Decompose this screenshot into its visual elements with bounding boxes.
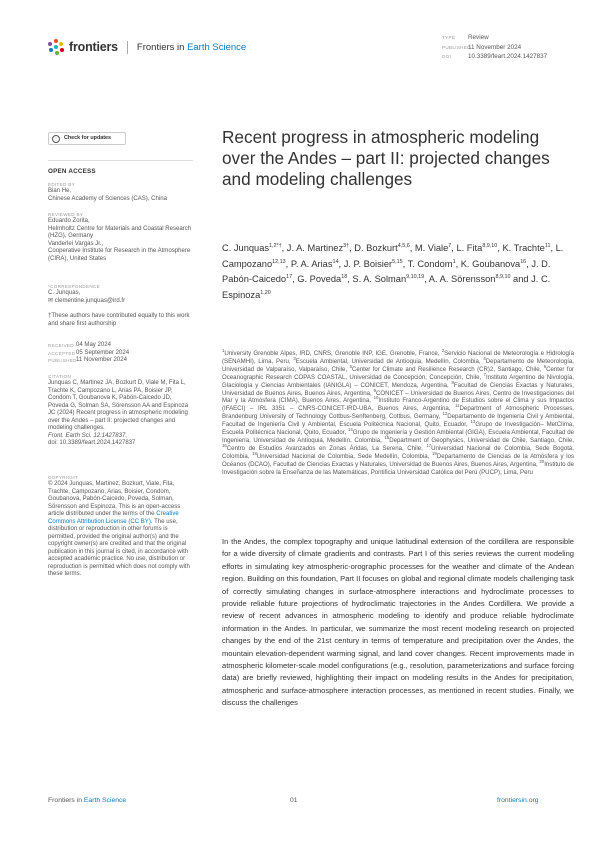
author-separator: , — [526, 258, 532, 269]
affiliation-number: 5 — [349, 363, 352, 369]
author-name[interactable]: S. A. Solman — [352, 274, 407, 284]
author-list — [222, 241, 572, 303]
author-affiliation-ref: 12,13 — [272, 258, 286, 265]
citation-block: CITATION Junquas C, Martinez JA, Bozkurt D, Viale M, Fita L, Trachte K, Campozano L, Arias PA, Boisier JP, Condom T, Goubanova K, Pabón-Caicedo JD, Poveda G, Solman SA, Sörensson AA and Espinoza JC (2024) Recent progress in atmospheric modeling over the Andes – part II: projected changes and modeling challenges. Front. Earth Sci. 12:1427837. doi: 10.3389/feart.2024.1427837 — [48, 373, 193, 448]
affiliation-number: 9 — [373, 387, 376, 393]
affiliation-text: Grupo de Ingeniería y Gestión Ambiental (GIGA), Escuela Ambiental, Facultad de Ingeniería, Universidad de Antioquia, Medellín, Colombia, — [222, 429, 574, 444]
affiliation-number: 12 — [442, 411, 448, 417]
affiliation-text: Departamento de Meteorología, Universidad de Valparaíso, Valparaíso, Chile, — [222, 357, 574, 373]
author-name[interactable]: T. Condom — [407, 258, 453, 269]
author-affiliation-ref: 7 — [448, 242, 452, 249]
logo-dot — [49, 48, 53, 52]
author-affiliation-ref: 3† — [343, 242, 350, 249]
footer-journal: Frontiers in Earth Science — [48, 797, 127, 804]
doi-link[interactable]: 10.3389/feart.2024.1427837 — [468, 53, 548, 61]
author-separator: , — [455, 258, 461, 269]
abstract: In the Andes, the complex topography and unique latitudinal extension of the cordillera are responsible for a wide diversity of climate gradients and contrasts. Part I of this series reviews the current modeling efforts in simulating key atmospheric-orographic processes for the weather and climate of the Andean region. Building on this foundation, Part II focuses on global and regional climate models challenging task of correctly simulating changes in surface-atmosphere interactions and hydroclimate processes to provide reliable future projections of hydroclimatic trajectories in the Andes Cordillera. We provide a review of recent advances in atmospheric modeling to identify and produce reliable hydroclimate information in the Andes. In particular, we summarize the most recent modeling research on projected changes by the end of the 21st century in terms of temperature and precipitation over the Andes, the mountain elevation-dependent warming signal, and land cover changes. Recent improvements made in atmospheric kilometer-scale model configurations (e.g., resolution, parameterizations and surface forcing data) are briefly reviewed, highlighting their impact on modeling results in the Andes for precipitation, atmospheric and surface-atmosphere interaction processes, as mentioned in recent studies. Finally, we discuss the challenges — [222, 537, 574, 708]
affiliation-text: Servicio Nacional de Meteorología e Hidrología (SENAMHI), Lima, Peru, — [222, 350, 574, 365]
meta-published: PUBLISHED 11 November 2024 — [442, 43, 522, 51]
equal-contribution-note: †These authors have contributed equally to this work and share first authorship — [48, 313, 190, 327]
author-affiliation-ref: 4,5,6 — [397, 242, 410, 249]
affiliation-number: 8 — [451, 379, 454, 385]
affiliation-number: 17 — [426, 442, 432, 448]
logo-divider — [127, 41, 128, 54]
logo-dot — [54, 45, 58, 49]
affiliation-text: Departamento de Ciencias de la Atmósfera y los Océanos (DCAO), Facultad de Ciencias Exactas y Naturales, Universidad de Buenos Aires, Buenos Aires, Argentina, — [222, 452, 575, 468]
author-name[interactable]: P. A. Arias — [290, 258, 333, 269]
author-separator: , — [409, 243, 415, 253]
affiliation-number: 19 — [432, 450, 437, 456]
cc-by-license-link[interactable]: Creative Commons Attribution License (CC BY) — [48, 511, 179, 525]
author-affiliation-ref: 14 — [332, 258, 339, 265]
affiliation-number: 13 — [470, 419, 476, 425]
author-name[interactable]: K. Trachte — [502, 243, 545, 253]
affiliation-number: 14 — [348, 427, 353, 433]
author-name[interactable]: C. Junquas — [222, 243, 270, 253]
author-separator: , — [424, 274, 429, 284]
affiliation-text: University Grenoble Alpes, IRD, CNRS, Grenoble INP, IGE, Grenoble, France, — [224, 350, 442, 357]
refresh-icon — [52, 135, 60, 143]
author-name[interactable]: L. Campozano — [222, 243, 564, 269]
edited-by-block: EDITED BY Bian He, Chinese Academy of Sciences (CAS), China — [48, 182, 167, 202]
author-affiliation-ref: 9,10,19 — [406, 273, 425, 280]
affiliation-number: 11 — [455, 403, 460, 409]
author-separator: , — [338, 258, 344, 269]
affiliation-text: Centro de Estudios Avanzados en Zonas Áridas, La Serena, Chile, — [226, 444, 427, 452]
meta-type: TYPE Review — [442, 34, 489, 41]
article-meta — [442, 33, 547, 62]
author-separator: , — [550, 243, 556, 253]
affiliation-text: Instituto Franco-Argentino de Estudios sobre el Clima y sus Impactos (IFAECI) – IRL 3351 – CNRS-CONICET-IRD-UBA, Buenos Aires, Argentina, — [222, 397, 574, 413]
author-affiliation-ref: 1 — [452, 258, 456, 265]
author-name[interactable]: K. Goubanova — [460, 258, 521, 269]
correspondence-email[interactable]: ✉ clementine.junquas@ird.fr — [48, 297, 126, 304]
author-affiliation-ref: 16 — [520, 258, 527, 265]
affiliation-number: 2 — [441, 347, 445, 353]
affiliation-text: CONICET – Universidad de Buenos Aires, Centro de Investigaciones del Mar y la Atmósfera (CIMA), Buenos Aires, Argentina, — [222, 389, 574, 405]
affiliation-number: 15 — [384, 434, 390, 440]
meta-doi: DOI 10.3389/feart.2024.1427837 — [442, 53, 548, 61]
affiliation-number: 20 — [539, 458, 545, 464]
author-name[interactable]: J. C. Espinoza — [222, 274, 551, 300]
affiliation-number: 6 — [543, 363, 547, 369]
author-affiliation-ref: 8,9,10 — [482, 242, 498, 249]
author-affiliation-ref: 8,9,10 — [495, 273, 511, 280]
article-title: Recent progress in atmospheric modeling over the Andes – part II: projected changes and modeling challenges — [222, 127, 550, 189]
author-name[interactable]: A. A. Sörensson — [428, 274, 496, 284]
affiliation-text: Instituto de Investigación sobre la Enseñanza de las Matemáticas, Pontificia Universidad Católica del Perú (PUCP), Lima, Peru — [222, 460, 575, 476]
author-separator: , — [402, 258, 408, 269]
logo-wordmark: frontiers — [69, 40, 118, 54]
affiliation-number: 4 — [483, 355, 486, 361]
logo-dot — [59, 42, 63, 46]
dates-block: RECEIVED 04 May 2024 ACCEPTED 05 September 2024 PUBLISHED 11 November 2024 — [48, 342, 130, 363]
copyright-block: COPYRIGHT © 2024 Junquas, Martinez, Bozkurt, Viale, Fita, Trachte, Campozano, Arias, Boisier, Condom, Goubanova, Pabón-Caicedo, Poveda, Solman, Sörensson and Espinoza. This is an open-access article distributed under the terms of the Creative Commons Attribution License (CC BY). The use, distribution or reproduction in other forums is permitted, provided the original author(s) and the copyright owner(s) are credited and that the original publication in this journal is cited, in accordance with accepted academic practice. No use, distribution or reproduction is permitted which does not comply with these terms. — [48, 475, 190, 577]
affiliation-text: Universidad Nacional de Colombia, Sede Bogotá, Colombia, — [222, 444, 574, 460]
affiliation-number: 1 — [222, 347, 225, 353]
affiliation-text: Grupo de Investigación– MetClima, Escuela Politécnica Nacional, Quito, Ecuador, — [222, 421, 574, 437]
author-affiliation-ref: 17 — [286, 273, 293, 280]
author-name[interactable]: D. Bozkurt — [354, 243, 398, 253]
author-name[interactable]: G. Poveda — [297, 274, 342, 284]
affiliation-number: 7 — [483, 371, 486, 377]
affiliation-text: Universidad Nacional de Colombia, Sede Medellín, Colombia, — [256, 452, 433, 460]
frontiers-logo-icon — [48, 39, 64, 55]
citation-doi[interactable]: doi: 10.3389/feart.2024.1427837 — [48, 440, 136, 446]
author-name[interactable]: J. D. Pabón-Caicedo — [222, 258, 551, 284]
logo-dot — [55, 51, 59, 55]
affiliation-number: 16 — [222, 442, 227, 448]
affiliation-text: Department of Atmospheric Processes, Brandenburg University of Technology Cottbus-Senftenberg, Cottbus, Germany, — [222, 405, 574, 421]
author-separator: , — [451, 243, 457, 253]
author-separator: , — [281, 243, 287, 253]
author-name[interactable]: M. Viale — [414, 243, 449, 253]
author-separator: , — [497, 243, 503, 253]
check-for-updates-button[interactable]: Check for updates — [48, 132, 126, 145]
affiliation-text: Departamento de Ingeniería Civil y Ambiental, Facultad de Ingeniería Civil y Ambiental, Escuela Politécnica Nacional, Quito, Ecuador, — [222, 413, 574, 429]
affiliation-number: 18 — [252, 450, 257, 456]
author-name[interactable]: L. Fita — [456, 243, 483, 253]
affiliation-text: Center for Oceanographic Research COPAS COASTAL, Universidad de Concepción, Concepción, Chile, — [222, 365, 574, 381]
reviewed-by-block: REVIEWED BY Eduardo Zorita, Helmholtz Centre for Materials and Coastal Research (HZG), Germany Vanderlei Vargas Jr., Cooperative Institute for Research in the Atmosphere (CIRA), United States — [48, 212, 192, 262]
affiliation-text: Escuela Ambiental, Universidad de Antioquia, Medellín, Colombia, — [295, 357, 484, 365]
logo-dot — [60, 48, 64, 52]
affiliation-text: Instituto Argentino de Nivología, Glaciología y Ciencias Ambientales (IANIGLA) – CONICET, Mendoza, Argentina, — [222, 373, 574, 389]
author-separator: and — [510, 274, 532, 284]
affiliation-text: Center for Climate and Resilience Research (CR)2, Santiago, Chile, — [351, 365, 544, 373]
logo-dot — [48, 42, 52, 46]
sidebar-divider — [48, 160, 193, 161]
author-affiliation-ref: 11 — [544, 242, 551, 249]
author-separator: , — [349, 243, 355, 253]
affiliation-text: Department of Geophysics, Universidad de Chile, Santiago, Chile, — [389, 436, 574, 444]
affiliations — [222, 347, 575, 477]
author-name[interactable]: J. P. Boisier — [343, 258, 393, 269]
page-number: 01 — [290, 797, 298, 804]
correspondence-block: *CORRESPONDENCE C. Junquas, ✉ clementine.junquas@ird.fr — [48, 283, 193, 305]
author-separator: , — [347, 274, 353, 284]
author-affiliation-ref: 5,15 — [392, 258, 403, 265]
affiliation-number: 3 — [293, 355, 296, 361]
affiliation-text: Facultad de Ciencias Exactas y Naturales, Universidad de Buenos Aires, Buenos Aires, Argentina, — [222, 381, 574, 397]
journal-name: Frontiers in Earth Science — [136, 41, 247, 53]
author-separator: , — [285, 258, 291, 269]
author-affiliation-ref: 1,20 — [260, 289, 271, 296]
author-affiliation-ref: 18 — [341, 273, 348, 280]
footer-website-link[interactable]: frontiersin.org — [497, 797, 539, 804]
affiliation-number: 10 — [373, 395, 379, 401]
open-access-label: OPEN ACCESS — [48, 168, 96, 175]
frontiers-logo[interactable] — [48, 38, 246, 56]
author-affiliation-ref: 1,2*† — [269, 242, 282, 249]
author-separator: , — [292, 274, 298, 284]
author-name[interactable]: J. A. Martinez — [286, 243, 344, 253]
logo-dot — [54, 39, 58, 43]
